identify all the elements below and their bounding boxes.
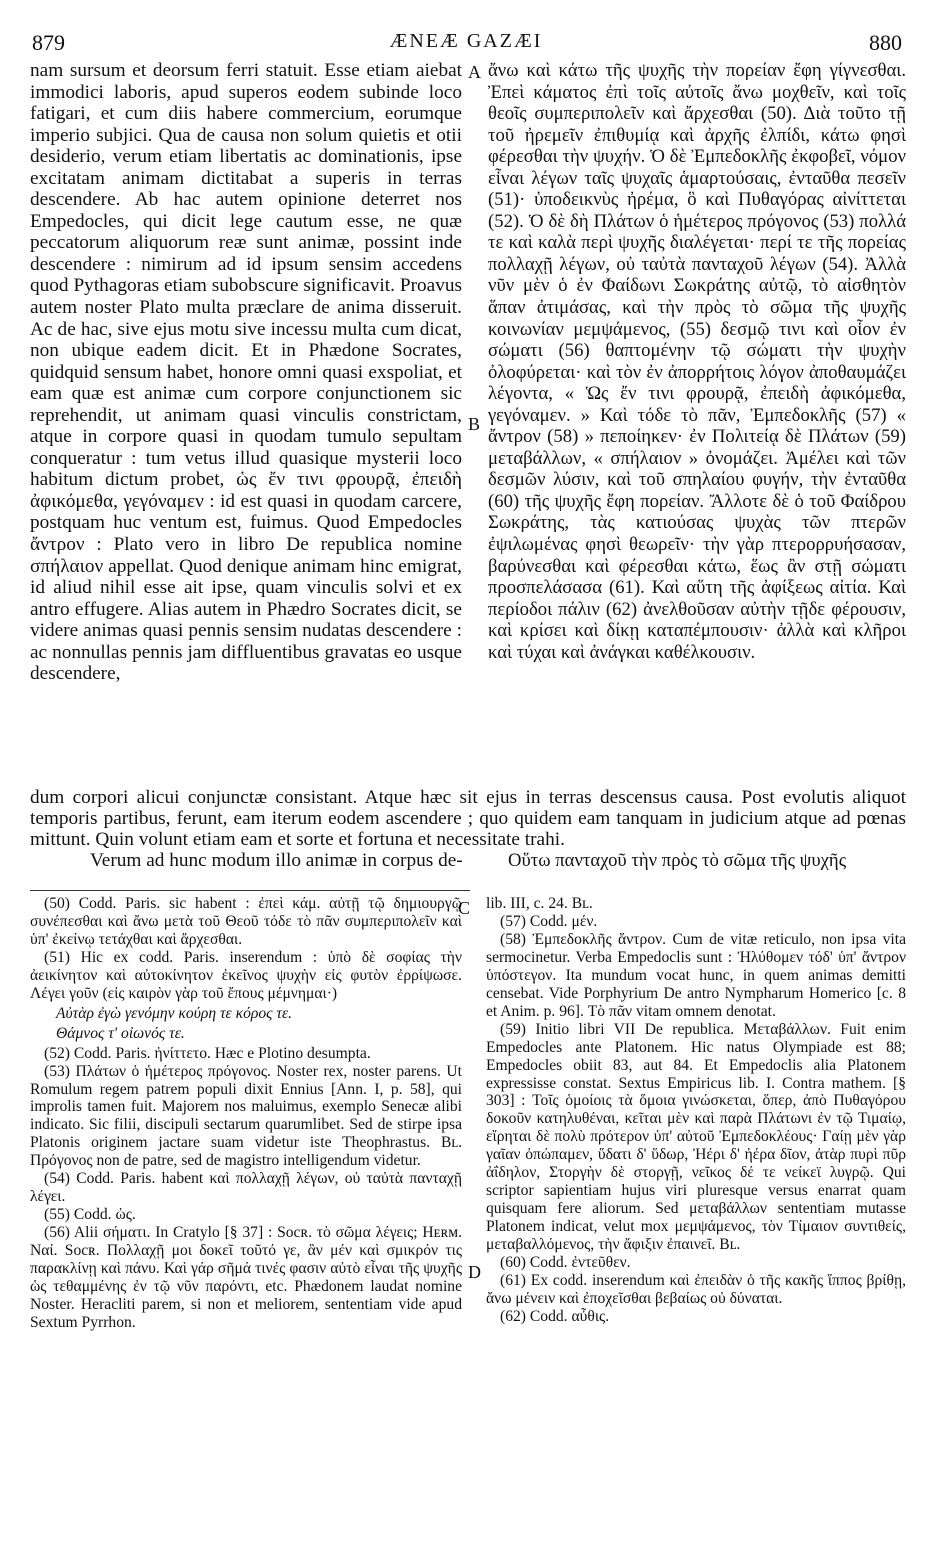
section-marker-c: C [458, 898, 471, 918]
page-number-right: 880 [869, 30, 902, 55]
greek-column-text: ἄνω καὶ κάτω τῆς ψυχῆς τὴν πορείαν ἔφη γίγνεσθαι. Ἐπεὶ κάματος ἐπὶ τοῖς αὐτοῖς ἄνω μοχθεῖν, καὶ τοῖς θεοῖς συμπεριπολεῖν καὶ ἄρχεσθαι (50). Διὰ τοῦτο τῇ τοῦ ἠρεμεῖν ἐπιθυμίᾳ καὶ ἀρχῆς ἐλπίδι, κάτω φησὶ φέρεσθαι τὴν ψυχήν. Ὁ δὲ Ἐμπεδοκλῆς ἐκφοβεῖ, νόμον εἶναι λέγων ταῖς ψυχαῖς ἁμαρτούσαις, ἐνταῦθα πεσεῖν (51)· ὑποδεικνὺς ἠρέμα, ὃ καὶ Πυθαγόρας αἰνίττεται (52). Ὁ δὲ δὴ Πλάτων ὁ ἡμέτερος πρόγονος (53) πολλά τε καὶ καλὰ περὶ ψυχῆς διαλέγεται· περί τε τῆς πορείας πολλαχῇ λέγων, οὐ ταὐτὰ πανταχοῦ λέγων (54). Ἀλλὰ νῦν μὲν ὁ ἐν Φαίδωνι Σωκράτης αὐτῷ, τὸ αἰσθητὸν ἅπαν ἀτιμάσας, καὶ τὴν πρὸς τὸ σῶμα τῆς ψυχῆς κοινωνίαν μεμψάμενος, (55) δεσμῷ τινι καὶ οἷον ἐν σώματι (56) θαπτομένην τῷ σώματι τὴν ψυχὴν ὀλοφύρεται· καὶ τὸν ἐν ἀπορρήτοις λόγον ἀποθαυμάζει λέγοντα, « Ὡς ἔν τινι φρουρᾷ, ἐπειδὴ ἀφικόμεθα, γεγόναμεν. » Καὶ τόδε τὸ πᾶν, Ἐμπεδοκλῆς (57) « ἄντρον (58) » πεποίηκεν· ἐν Πολιτείᾳ δὲ Πλάτων (59) μεταβάλλων, « σπήλαιον » ὀνομάζει. Ἀμέλει καὶ τῶν δεσμῶν λύσιν, καὶ τοῦ σπηλαίου φυγήν, τὴν ἐνταῦθα (60) τῆς ψυχῆς ἔφη πορείαν. Ἄλλοτε δὲ ὁ τοῦ Φαίδρου Σωκράτης, τὰς κατιούσας ψυχὰς τῶν πτερῶν ἐψιλωμένας φησὶ θεωρεῖν· τὴν γὰρ πτερορρυήσασαν, βαρύνεσθαι καὶ φέρεσθαι κάτω, ἕως ἂν στῇ σώματι προσπελάσασα (61). Καὶ αὕτη τῆς ἀφίξεως αἰτία. Καὶ περίοδοι πάλιν (62) ἀνελθοῦσαν αὐτὴν τῇδε φέρουσιν, καὶ κρίσει καὶ δίκῃ καταπέμπουσιν· ἀλλὰ καὶ κλῆροι καὶ τύχαι καὶ ἀνάγκαι καθέλκουσιν. [488, 60, 906, 663]
footnotes-left [30, 895, 462, 1332]
page-number-left: 879 [32, 30, 65, 55]
footnote-50: (50) Codd. Paris. sic habent : ἐπεὶ κάμ. αὐτῇ τῷ δημιουργῷ συνέπεσθαι καὶ ἄνω μετὰ τοῦ Θεοῦ τόδε τὸ πᾶν συμπεριπολεῖν καὶ ὑπ' ἐκείνῳ τετάχθαι καὶ ἄρχεσθαι. [30, 895, 462, 948]
footnote-verse-1: Αὐτὰρ ἐγὼ γενόμην κούρη τε κόρος τε. [56, 1004, 293, 1022]
footnote-62: (62) Codd. αὖθις. [500, 1307, 610, 1325]
footnote-rule [30, 890, 470, 891]
running-header [30, 30, 902, 60]
section-marker-b: B [468, 414, 481, 434]
footnote-61: (61) Ex codd. inserendum καὶ ἐπειδὰν ὁ τῆς κακῆς ἵππος βρίθῃ, ἄνω μένειν καὶ ἐποχεῖσθαι βεβαίως οὐ δύναται. [486, 1272, 906, 1307]
full-width-text: dum corpori alicui conjunctæ consistant. Atque hæc sit ejus in terras descensus causa. Post evolutis aliquot temporis partibus, ferunt, eam iterum eodem ascendere ; quo quidem eam tanquam in judicium atque ad pœnas mittunt. Quin volunt etiam eam et sorte et fortuna et necessitate trahi. [30, 787, 906, 850]
latin-last-line: Verum ad hunc modum illo animæ in corpus de- [90, 850, 463, 871]
footnote-52: (52) Codd. Paris. ἠνίττετο. Hæc e Plotino desumpta. [44, 1044, 371, 1062]
footnote-60: (60) Codd. ἐντεῦθεν. [500, 1254, 631, 1272]
footnote-58: (58) Ἐμπεδοκλῆς ἄντρον. Cum de vitæ reticulo, non ipsa vita sermocinetur. Verba Empedoclis sunt : Ἠλύθομεν τόδ' ὑπ' ἄντρον ὑπόστεγον. Ita mundum vocat hunc, in quem animas demitti censebat. Vide Porphyrium De antro Nympharum Homerico [c. 8 et Anim. p. 96]. Τὸ πᾶν vitam omnem denotat. [486, 930, 906, 1020]
footnote-56: (56) Alii σήματι. In Cratylo [§ 37] : Socʀ. τὸ σῶμα λέγεις; Hᴇʀᴍ. Ναί. Socʀ. Πολλαχῇ μοι δοκεῖ τοῦτό γε, ἂν μέν καὶ σμικρόν τις παρακλίνῃ καὶ πάνυ. Καὶ γάρ σῆμά τινές φασιν αὐτὸ εἶναι τῆς ψυχῆς ὡς τεθαμμένης ἐν τῷ νῦν παρόντι, etc. Phædonem laudat nomine Noster. Heracliti parem, si non et meliorem, sententiam vide apud Sextum Pyrrhon. [30, 1224, 462, 1331]
footnote-55: (55) Codd. ὡς. [44, 1206, 136, 1224]
footnote-57: (57) Codd. μέν. [500, 912, 598, 930]
footnote-53: (53) Πλάτων ὁ ἡμέτερος πρόγονος. Noster rex, noster parens. Ut Romulum regem patrem populi dixit Ennius [Ann. I, p. 58], qui improlis tamen fuit. Majorem nos maluimus, exemplo Senecæ alibi indicato. Sic filii, discipuli sectarum quarumlibet. Sed de stirpe ipsa Platonis originem jactare suam videtur iste Theophrastus. Bʟ. Πρόγονος non de patre, sed de magistro intelligendum videtur. [30, 1062, 462, 1170]
greek-last-line: Οὕτω πανταχοῦ τὴν πρὸς τὸ σῶμα τῆς ψυχῆς [508, 850, 847, 871]
footnote-54: (54) Codd. Paris. habent καὶ πολλαχῇ λέγων, οὐ ταὐτὰ πανταχῇ λέγει. [30, 1170, 462, 1206]
latin-column-text: nam sursum et deorsum ferri statuit. Esse etiam aiebat immodici laboris, apud superos eodem subinde loco fatigari, et cum diis habere commercium, eorumque imperio subjici. Qua de causa non solum quietis et otii desiderio, verum etiam libertatis ac dominationis, ipse excitatam animam dictitabat a superis in terras descendere. Ab hac autem opinione deterret nos Empedocles, qui dicit lege cautum esse, ne quæ peccatorum aliquorum reæ sunt animæ, possint inde descendere : nimirum ad id ipsum sensim accedens quod Pythagoras etiam subobscure significavit. Proavus autem noster Plato multa præclare de anima disseruit. Ac de hac, sive ejus motu sive incessu multa cum dicat, non ubique eadem dicit. Et in Phædone Socrates, quidquid sensum habet, honore omni quasi exspoliat, et eam quæ est animæ cum corpore conjunctionem sic reprehendit, ut animam quasi vinculis constrictam, atque in corpore quasi in quodam tumulo sepultam conqueratur : tum vetus illud quasique mysterii loco habitum dictum probet, ὡς ἔν τινι φρουρᾷ, ἐπειδὴ ἀφικόμεθα, γεγόναμεν : id est quasi in quodam carcere, postquam huc ventum est, fuimus. Quod Empedocles ἄντρον : Plato vero in libro De republica nomine σπήλαιον appellat. Quod denique animam hinc emigrat, id aliud nihil esse ait ipse, quam vinculis solvi et ex antro effugere. Alias autem in Phædro Socrates dicit, se videre animas quasi pennis sensim nudatas descendere : ac nonnullas pennis jam diffluentibus gravatas eo usque descendere, [30, 60, 462, 685]
section-marker-a: A [468, 62, 481, 82]
footnote-59: (59) Initio libri VII De republica. Μεταβάλλων. Fuit enim Empedocles ante Platonem. Hic natus Olympiade est 88; Empedocles obiit 83, aut 84. Et Empedoclis alia Platonem expressisse constat. Sextus Empiricus lib. I. Contra mathem. [§ 303] : Τοῖς ὁμοίοις τὰ ὅμοια γινώσκεται, ὅπερ, ἀπὸ Πυθαγόρου δοκοῦν κατηλυθέναι, κεῖται μὲν καὶ παρὰ Πλάτωνι ἐν τῷ Τιμαίῳ, εἴρηται δὲ πολὺ πρότερον ὑπ' αὐτοῦ Ἐμπεδοκλέους· Γαίῃ μὲν γὰρ γαῖαν ὀπώπαμεν, ὕδατι δ' ὕδωρ, Ἠέρι δ' ἠέρα δῖον, ἀτὰρ πυρὶ πῦρ ἀΐδηλον, Στοργὴν δὲ στοργῇ, νεῖκος δέ τε νείκεϊ λυγρῷ. Qui scriptor sapientiam hujus viri pluresque versus enarrat quam quisquam fere aliorum. Sed μεταβάλλων sententiam mutasse Platonem indicat, velut mox μεμψάμενος, τὸν Τίμαιον συντιθείς, μεταβαλλόμενος, τὴν ἄφιξιν ἐπαινεῖ. Bʟ. [486, 1020, 906, 1254]
section-marker-d: D [468, 1262, 481, 1282]
footnotes-right [486, 895, 906, 1326]
running-title: ÆNEÆ GAZÆI [389, 30, 543, 52]
footnote-51: (51) Hic ex codd. Paris. inserendum : ὑπὸ δὲ σοφίας τὴν ἀεικίνητον καὶ αὐτοκίνητον ἐκεῖνος ψυχὴν εἰς φυτὸν ἐρρίψωσε. Λέγει γοῦν (εἰς καιρὸν γὰρ τοῦ ἔπους μέμνημαι·) [30, 948, 462, 1002]
footnote-56-continued: lib. III, c. 24. Bʟ. [486, 895, 593, 912]
footnote-verse-2: Θάμνος τ' οἰωνός τε. [56, 1024, 185, 1042]
